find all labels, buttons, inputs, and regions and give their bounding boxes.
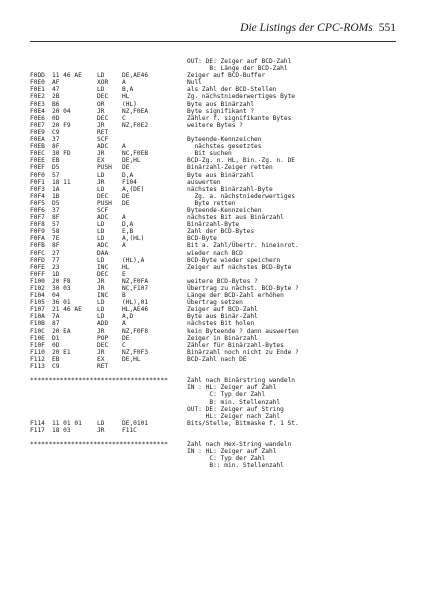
line-address: F110 <box>30 348 45 356</box>
line-comment: Null <box>187 79 202 87</box>
line-comment: nächstes Bit aus Binärzahl <box>187 214 284 222</box>
line-hex-bytes: 36 01 <box>52 299 71 307</box>
listing-line <box>30 427 410 434</box>
line-mnemonic: DEC <box>97 341 109 349</box>
line-mnemonic: PUSH <box>97 164 112 172</box>
line-comment: OUT: DE: Zeiger auf BCD-Zahl <box>187 58 292 65</box>
line-operands: NC,F0EB <box>122 150 149 158</box>
line-hex-bytes: 2B <box>52 93 60 101</box>
listing-line <box>30 413 410 420</box>
line-hex-bytes: 7E <box>52 235 60 243</box>
line-comment: Bit a. Zahl/Übertr. hineinrot. <box>187 242 299 250</box>
line-hex-bytes: 37 <box>52 206 60 214</box>
listing-line <box>30 313 410 320</box>
listing-line <box>30 257 410 264</box>
line-address: F112 <box>30 355 45 363</box>
line-address: F0F5 <box>30 199 45 207</box>
listing-line <box>30 143 410 150</box>
line-address: F10B <box>30 320 45 328</box>
line-address: F0EC <box>30 150 45 158</box>
listing-line <box>30 399 410 406</box>
line-hex-bytes: 11 46 AE <box>52 72 82 80</box>
listing-line <box>30 271 410 278</box>
line-operands: A,(HL) <box>122 235 145 243</box>
line-hex-bytes: 57 <box>52 171 60 179</box>
line-address: F0FA <box>30 235 45 243</box>
line-mnemonic: EX <box>97 157 105 165</box>
line-hex-bytes: 8F <box>52 242 60 250</box>
line-hex-bytes: 47 <box>52 86 60 94</box>
line-hex-bytes: D5 <box>52 164 60 172</box>
line-mnemonic: JR <box>97 285 105 292</box>
line-address: F0F1 <box>30 178 45 186</box>
line-comment: Zeiger auf BCD-Zahl <box>187 306 258 314</box>
header-rule <box>30 41 396 42</box>
line-comment: Byte signifikant ? <box>187 107 255 115</box>
line-comment: Zeiger auf BCD-Buffer <box>187 72 266 80</box>
line-address: F0FF <box>30 270 45 278</box>
listing-line <box>30 65 410 72</box>
line-comment: BCD-Byte wieder speichern <box>187 256 281 264</box>
line-comment: B:: min. Stellenzahl <box>187 462 284 470</box>
line-comment: weitere BCD-Bytes ? <box>187 277 258 285</box>
line-hex-bytes: 04 <box>52 292 60 300</box>
line-comment: Byte retten <box>187 199 236 207</box>
line-address: F0F0 <box>30 171 45 179</box>
line-address: F10A <box>30 313 45 321</box>
line-operands: DE <box>122 334 130 342</box>
line-address: F0F8 <box>30 221 45 229</box>
line-mnemonic: XOR <box>97 79 109 87</box>
line-hex-bytes: 27 <box>52 249 60 257</box>
line-address: F114 <box>30 419 45 427</box>
line-operands: DE <box>122 164 130 172</box>
listing-line <box>30 455 410 462</box>
line-comment: Byteende-Kennzeichen <box>187 206 262 214</box>
line-comment: Zähler für Binärzahl-Bytes <box>187 341 284 349</box>
line-address: F0EF <box>30 164 45 172</box>
line-address: F0FD <box>30 256 45 264</box>
line-comment: auswerten <box>187 178 221 186</box>
line-hex-bytes: 23 <box>52 263 60 271</box>
line-operands: A,D <box>122 313 134 321</box>
line-mnemonic: ADC <box>97 143 109 151</box>
line-comment: Zg. a. nächstniederwertiges <box>187 192 296 200</box>
listing-line <box>30 320 410 327</box>
listing-line <box>30 306 410 313</box>
line-address: F0FC <box>30 249 45 257</box>
line-mnemonic: POP <box>97 334 109 342</box>
line-hex-bytes: 8F <box>52 214 60 222</box>
listing-line <box>30 420 410 427</box>
listing-line <box>30 179 410 186</box>
listing-line <box>30 335 410 342</box>
listing-line <box>30 285 410 292</box>
line-operands: A <box>122 214 126 222</box>
line-mnemonic: LD <box>97 86 105 94</box>
line-address: F0E2 <box>30 93 45 101</box>
line-address: F104 <box>30 292 45 300</box>
line-mnemonic: RET <box>97 363 109 371</box>
line-hex-bytes: 8F <box>52 143 60 151</box>
line-operands: E,B <box>122 228 134 236</box>
line-operands: DE <box>122 192 130 200</box>
line-mnemonic: EX <box>97 355 105 363</box>
line-operands: DE,AE46 <box>122 72 149 80</box>
line-comment: Zeiger in Binärzahl <box>187 334 258 342</box>
listing-line <box>30 108 410 115</box>
line-operands: E <box>122 270 126 278</box>
page-number: 551 <box>378 22 396 34</box>
line-mnemonic: LD <box>97 313 105 321</box>
line-operands: DE,0101 <box>122 419 149 427</box>
line-mnemonic: SCF <box>97 136 109 144</box>
line-address: F0F6 <box>30 206 45 214</box>
line-mnemonic: LD <box>97 228 105 236</box>
listing-line <box>30 122 410 129</box>
line-mnemonic: LD <box>97 235 105 243</box>
line-address: F0E7 <box>30 121 45 129</box>
line-comment: OUT: DE: Zeiger auf String <box>187 405 284 413</box>
line-comment: BCD-Zahl nach DE <box>187 355 247 363</box>
line-mnemonic: LD <box>97 221 105 229</box>
line-mnemonic: INC <box>97 263 109 271</box>
line-hex-bytes: D1 <box>52 334 60 342</box>
line-operands: NC,F107 <box>122 285 149 292</box>
line-mnemonic: DEC <box>97 114 109 122</box>
listing-line <box>30 157 410 164</box>
assembly-listing <box>30 58 410 469</box>
line-mnemonic: DAA <box>97 249 109 257</box>
line-hex-bytes: 18 11 <box>52 178 71 186</box>
line-hex-bytes: C9 <box>52 128 60 136</box>
line-comment: Binärzahl-Byte <box>187 221 240 229</box>
line-operands: D,A <box>122 171 134 179</box>
line-mnemonic: LD <box>97 419 105 427</box>
line-mnemonic: LD <box>97 299 105 307</box>
line-comment: als Zahl der BCD-Stellen <box>187 86 277 94</box>
line-mnemonic: ADC <box>97 242 109 250</box>
page-header <box>0 22 396 38</box>
separator-line <box>30 377 410 384</box>
line-address: F10E <box>30 334 45 342</box>
line-operands: NZ,F0E2 <box>122 121 149 129</box>
line-hex-bytes: C9 <box>52 363 60 371</box>
line-operands: B,A <box>122 86 134 94</box>
listing-line <box>30 242 410 249</box>
line-operands: A,(DE) <box>122 185 145 193</box>
line-mnemonic: DEC <box>97 270 109 278</box>
line-address: F0E0 <box>30 79 45 87</box>
listing-line <box>30 299 410 306</box>
line-comment: wieder nach BCD <box>187 249 243 257</box>
line-comment: Übertrag zu nächst. BCD-Byte ? <box>187 285 299 292</box>
line-comment: C: Typ der Zahl <box>187 455 266 463</box>
line-address: F0EE <box>30 157 45 165</box>
line-mnemonic: INC <box>97 292 109 300</box>
line-operands: DE <box>122 199 130 207</box>
line-comment: C: Typ der Zahl <box>187 391 266 399</box>
line-hex-bytes: 1D <box>52 270 60 278</box>
line-comment: B: Länge der BCD-Zahl <box>187 65 288 73</box>
line-hex-bytes: 20 F9 <box>52 121 71 129</box>
line-address: F102 <box>30 285 45 292</box>
line-comment: nächstes Binärzahl-Byte <box>187 185 273 193</box>
line-address: F0F4 <box>30 192 45 200</box>
line-hex-bytes: 20 04 <box>52 107 71 115</box>
line-address: F0DD <box>30 72 45 80</box>
line-mnemonic: JR <box>97 107 105 115</box>
line-operands: HL,AE46 <box>122 306 149 314</box>
line-hex-bytes: 30 03 <box>52 285 71 292</box>
line-mnemonic: JR <box>97 426 105 434</box>
line-comment: Zg. nächstniederwertiges Byte <box>187 93 296 101</box>
line-comment: Zähler f. signifikante Bytes <box>187 114 292 122</box>
line-comment: Zahl nach Hex-String wandeln <box>187 441 292 449</box>
line-hex-bytes: AF <box>52 79 60 87</box>
line-comment: Bit suchen <box>187 150 232 158</box>
line-comment: nächstes Bit holen <box>187 320 255 328</box>
line-address: F0FE <box>30 263 45 271</box>
line-mnemonic: RET <box>97 128 109 136</box>
line-hex-bytes: EB <box>52 157 60 165</box>
line-hex-bytes: 57 <box>52 221 60 229</box>
line-mnemonic: JR <box>97 327 105 335</box>
line-operands: (HL),A <box>122 256 145 264</box>
line-comment: Zahl nach Binärstring wandeln <box>187 377 296 385</box>
line-comment: Zahl der BCD-Bytes <box>187 228 255 236</box>
line-comment: Binärzahl-Zeiger retten <box>187 164 273 172</box>
line-hex-bytes: 0D <box>52 114 60 122</box>
line-operands: DE,HL <box>122 157 141 165</box>
line-address: F0E3 <box>30 100 45 108</box>
line-hex-bytes: 18 03 <box>52 426 71 434</box>
line-hex-bytes: 20 F8 <box>52 277 71 285</box>
separator-stars: ************************************* <box>30 441 168 449</box>
line-operands: A <box>122 320 126 328</box>
line-hex-bytes: EB <box>52 355 60 363</box>
listing-line <box>30 278 410 285</box>
listing-line <box>30 384 410 391</box>
line-operands: (HL),01 <box>122 299 149 307</box>
line-operands: F104 <box>122 178 137 186</box>
line-address: F0E1 <box>30 86 45 94</box>
line-hex-bytes: 11 01 01 <box>52 419 82 427</box>
line-hex-bytes: 1A <box>52 185 60 193</box>
line-operands: (HL) <box>122 100 137 108</box>
line-hex-bytes: 87 <box>52 320 60 328</box>
line-operands: HL <box>122 93 130 101</box>
line-operands: NZ,F0F3 <box>122 348 149 356</box>
line-comment: Byte aus Binärzahl <box>187 100 255 108</box>
listing-line <box>30 250 410 257</box>
line-operands: NZ,F0FA <box>122 277 149 285</box>
line-address: F10F <box>30 341 45 349</box>
line-address: F107 <box>30 306 45 314</box>
line-mnemonic: JR <box>97 348 105 356</box>
listing-line <box>30 228 410 235</box>
listing-line <box>30 172 410 179</box>
listing-line <box>30 164 410 171</box>
line-mnemonic: JR <box>97 178 105 186</box>
line-operands: DE,HL <box>122 355 141 363</box>
line-mnemonic: LD <box>97 185 105 193</box>
line-hex-bytes: 7A <box>52 313 60 321</box>
line-address: F10C <box>30 327 45 335</box>
separator-stars: ************************************* <box>30 377 168 385</box>
page-header-title: Die Listings der CPC-ROMs <box>240 22 373 34</box>
line-address: F0F9 <box>30 228 45 236</box>
line-hex-bytes: B6 <box>52 100 60 108</box>
listing-line <box>30 356 410 363</box>
line-address: F0F7 <box>30 214 45 222</box>
line-hex-bytes: 30 FD <box>52 150 71 158</box>
listing-line <box>30 221 410 228</box>
line-operands: D,A <box>122 221 134 229</box>
line-hex-bytes: 20 E1 <box>52 348 71 356</box>
line-operands: A <box>122 242 126 250</box>
line-comment: kein Byteende ? dann auswerten <box>187 327 299 335</box>
line-mnemonic: ADC <box>97 214 109 222</box>
line-address: F0E4 <box>30 107 45 115</box>
listing-line <box>30 72 410 79</box>
line-mnemonic: LD <box>97 306 105 314</box>
line-operands: C <box>122 341 126 349</box>
line-comment: HL: Zeiger nach Zahl <box>187 412 281 420</box>
listing-line <box>30 391 410 398</box>
line-address: F105 <box>30 299 45 307</box>
line-comment: B: min. Stellenzahl <box>187 398 281 406</box>
listing-line <box>30 193 410 200</box>
listing-line <box>30 207 410 214</box>
line-mnemonic: SCF <box>97 206 109 214</box>
line-address: F113 <box>30 363 45 371</box>
line-operands: C <box>122 114 126 122</box>
line-mnemonic: JR <box>97 150 105 158</box>
line-mnemonic: JR <box>97 121 105 129</box>
line-operands: B <box>122 292 126 300</box>
separator-line <box>30 441 410 448</box>
line-comment: Zeiger auf nächstes BCD-Byte <box>187 263 292 271</box>
line-comment: weitere Bytes ? <box>187 121 243 129</box>
line-operands: A <box>122 143 126 151</box>
listing-line <box>30 101 410 108</box>
line-hex-bytes: 1B <box>52 192 60 200</box>
listing-line <box>30 86 410 93</box>
line-comment: IN : HL: Zeiger auf Zahl <box>187 384 277 392</box>
line-address: F0E9 <box>30 128 45 136</box>
line-operands: HL <box>122 263 130 271</box>
line-mnemonic: DEC <box>97 93 109 101</box>
line-comment: Byteende-Kennzeichen <box>187 136 262 144</box>
line-hex-bytes: 77 <box>52 256 60 264</box>
listing-line <box>30 79 410 86</box>
line-operands: NZ,F0EA <box>122 107 149 115</box>
line-comment: IN : HL: Zeiger auf Zahl <box>187 448 277 456</box>
listing-line <box>30 349 410 356</box>
line-hex-bytes: 20 EA <box>52 327 71 335</box>
line-comment: BCD-Zg. n. HL, Bin.-Zg. n. DE <box>187 157 296 165</box>
line-operands: F11C <box>122 426 137 434</box>
listing-line <box>30 93 410 100</box>
line-mnemonic: PUSH <box>97 199 112 207</box>
listing-line <box>30 406 410 413</box>
line-mnemonic: OR <box>97 100 105 108</box>
line-comment: Bits/Stelle, Bitmaske f. 1 St. <box>187 419 299 427</box>
line-comment: BCD-Byte <box>187 235 217 243</box>
listing-line <box>30 58 410 65</box>
line-hex-bytes: 37 <box>52 136 60 144</box>
line-address: F0FB <box>30 242 45 250</box>
line-hex-bytes: 21 46 AE <box>52 306 82 314</box>
listing-line <box>30 264 410 271</box>
line-mnemonic: LD <box>97 171 105 179</box>
line-mnemonic: JR <box>97 277 105 285</box>
line-mnemonic: LD <box>97 72 105 80</box>
listing-line <box>30 186 410 193</box>
listing-line <box>30 370 410 377</box>
line-address: F0EA <box>30 136 45 144</box>
line-address: F117 <box>30 426 45 434</box>
line-operands: NZ,F0F8 <box>122 327 149 335</box>
line-comment: Länge der BCD-Zahl erhöhen <box>187 292 284 300</box>
listing-line <box>30 342 410 349</box>
line-hex-bytes: 58 <box>52 228 60 236</box>
line-comment: nächstes gesetztes <box>187 143 262 151</box>
listing-line <box>30 214 410 221</box>
listing-line <box>30 448 410 455</box>
listing-line <box>30 129 410 136</box>
line-address: F0E6 <box>30 114 45 122</box>
listing-line <box>30 150 410 157</box>
listing-line <box>30 115 410 122</box>
line-address: F100 <box>30 277 45 285</box>
line-address: F0EB <box>30 143 45 151</box>
listing-line <box>30 200 410 207</box>
listing-line <box>30 434 410 441</box>
line-address: F0F3 <box>30 185 45 193</box>
line-operands: A <box>122 79 126 87</box>
line-comment: Übertrag setzen <box>187 299 243 307</box>
line-hex-bytes: 0D <box>52 341 60 349</box>
listing-line <box>30 363 410 370</box>
line-comment: Binärzahl noch nicht zu Ende ? <box>187 348 299 356</box>
listing-line <box>30 462 410 469</box>
line-comment: Byte aus Binärzahl <box>187 171 255 179</box>
line-hex-bytes: D5 <box>52 199 60 207</box>
line-mnemonic: ADD <box>97 320 109 328</box>
line-mnemonic: DEC <box>97 192 109 200</box>
listing-line <box>30 136 410 143</box>
listing-line <box>30 328 410 335</box>
line-mnemonic: LD <box>97 256 105 264</box>
line-comment: Byte aus Binär-Zahl <box>187 313 258 321</box>
